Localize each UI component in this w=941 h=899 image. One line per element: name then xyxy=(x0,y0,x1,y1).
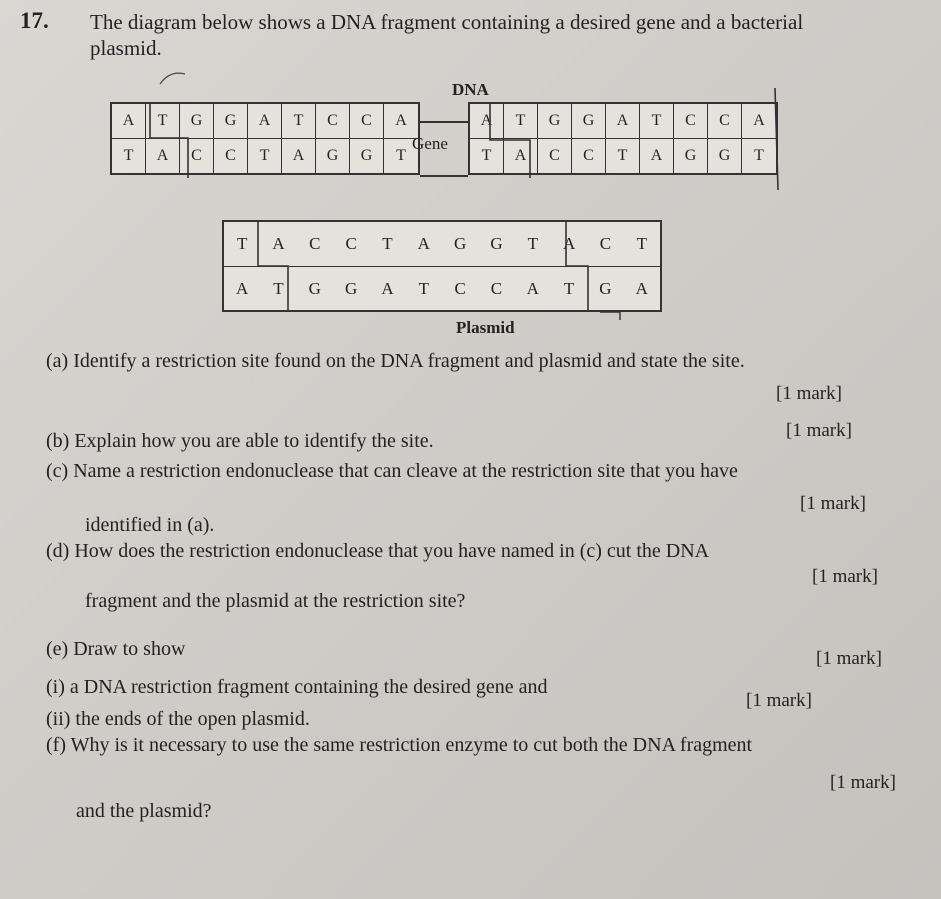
dna-right-bottom-base: T xyxy=(606,139,640,173)
plasmid-top-base: T xyxy=(236,234,248,253)
part-a-mark: [1 mark] xyxy=(776,383,842,404)
dna-right-bottom-base: A xyxy=(640,139,674,173)
part-a-text: (a) Identify a restriction site found on the DNA fragment and plasmid and state the site. xyxy=(46,350,745,372)
plasmid-bottom-base: A xyxy=(635,279,648,298)
part-e-ii-text: (ii) the ends of the open plasmid. xyxy=(46,708,310,730)
dna-right-bottom-base: T xyxy=(754,147,764,164)
dna-left-bottom-base: G xyxy=(316,139,350,173)
dna-right-bottom-base: T xyxy=(470,139,504,173)
plasmid-top-base: C xyxy=(345,234,357,253)
dna-right-top-base: T xyxy=(504,104,538,138)
dna-left-top-base: T xyxy=(146,104,180,138)
dna-left-bottom-base: C xyxy=(214,139,248,173)
part-b-mark: [1 mark] xyxy=(786,420,852,441)
gene-label: Gene xyxy=(412,134,448,153)
dna-left-top-base: A xyxy=(248,104,282,138)
part-c-text-line2: identified in (a). xyxy=(85,514,215,536)
dna-left-bottom-base: T xyxy=(396,147,406,164)
dna-right-top-base: G xyxy=(572,104,606,138)
dna-left-top-base: C xyxy=(316,104,350,138)
plasmid-bottom-base: A xyxy=(381,279,394,298)
plasmid-top-base: G xyxy=(490,234,503,253)
plasmid-top-base: T xyxy=(636,234,647,253)
dna-right-top-base: G xyxy=(538,104,572,138)
plasmid-bottom-base: A xyxy=(526,279,539,298)
plasmid-top-base: T xyxy=(382,234,393,253)
dna-right-bottom-base: A xyxy=(504,139,538,173)
question-intro-line2: plasmid. xyxy=(90,36,162,60)
plasmid-bottom-base: T xyxy=(418,279,429,298)
plasmid-bottom-base: A xyxy=(236,279,249,298)
plasmid-top-base: G xyxy=(453,234,467,253)
plasmid-top-base: A xyxy=(272,234,285,253)
plasmid-label: Plasmid xyxy=(456,318,515,337)
question-intro-line1: The diagram below shows a DNA fragment containing a desired gene and a bacterial xyxy=(90,10,804,34)
plasmid-top-base: C xyxy=(599,234,612,253)
dna-left-top-base: A xyxy=(395,112,407,129)
plasmid-top-base: A xyxy=(562,234,576,253)
dna-right-top-base: A xyxy=(753,112,765,129)
dna-right-bottom-base: C xyxy=(572,139,606,173)
dna-left-bottom-base: A xyxy=(146,139,180,173)
dna-left-top-base: A xyxy=(112,104,146,138)
part-d-mark: [1 mark] xyxy=(812,566,878,587)
plasmid-top-base: C xyxy=(309,234,321,253)
dna-left-bottom-base: C xyxy=(180,139,214,173)
dna-right-top-base: T xyxy=(640,104,674,138)
part-c-mark: [1 mark] xyxy=(800,493,866,514)
part-f-text-line1: (f) Why is it necessary to use the same restriction enzyme to cut both the DNA fragment xyxy=(46,734,753,756)
part-e-i-mark: [1 mark] xyxy=(816,648,882,669)
part-e-text: (e) Draw to show xyxy=(46,638,186,660)
part-e-i-text: (i) a DNA restriction fragment containing the desired gene and xyxy=(46,676,548,698)
dna-right-bottom-base: G xyxy=(708,139,742,173)
dna-right-bottom-base: G xyxy=(674,139,708,173)
dna-right-top-base: A xyxy=(470,104,504,138)
dna-left-bottom-base: T xyxy=(112,139,146,173)
dna-right-top-base: C xyxy=(674,104,708,138)
part-f-text-line2: and the plasmid? xyxy=(76,800,212,822)
dna-left-top-base: G xyxy=(214,104,248,138)
part-d-text-line2: fragment and the plasmid at the restriction site? xyxy=(85,590,466,612)
dna-left-bottom-base: T xyxy=(248,139,282,173)
plasmid-bottom-base: G xyxy=(345,279,358,298)
dna-right-bottom-base: C xyxy=(538,139,572,173)
plasmid-bottom-base: G xyxy=(599,279,612,298)
dna-label: DNA xyxy=(452,80,489,99)
part-b-text: (b) Explain how you are able to identify the site. xyxy=(46,430,434,452)
part-e-ii-mark: [1 mark] xyxy=(746,690,812,711)
dna-right-top-base: C xyxy=(708,104,742,138)
question-number: 17. xyxy=(20,8,49,33)
dna-left-top-base: C xyxy=(350,104,384,138)
plasmid-bottom-base: T xyxy=(273,279,284,298)
dna-left-bottom-base: G xyxy=(350,139,384,173)
plasmid-bottom-base: G xyxy=(308,279,321,298)
plasmid-top-base: T xyxy=(527,234,538,253)
dna-right-top-base: A xyxy=(606,104,640,138)
plasmid-bottom-base: C xyxy=(454,279,466,298)
dna-left-top-base: T xyxy=(282,104,316,138)
plasmid-bottom-base: T xyxy=(563,279,575,298)
plasmid-top-base: A xyxy=(417,234,430,253)
dna-left-bottom-base: A xyxy=(282,139,316,173)
part-c-text-line1: (c) Name a restriction endonuclease that can cleave at the restriction site that you have xyxy=(46,460,738,482)
plasmid-bottom-base: C xyxy=(490,279,503,298)
part-d-text-line1: (d) How does the restriction endonuclease that you have named in (c) cut the DNA xyxy=(46,540,710,562)
dna-left-top-base: G xyxy=(180,104,214,138)
part-f-mark: [1 mark] xyxy=(830,772,896,793)
